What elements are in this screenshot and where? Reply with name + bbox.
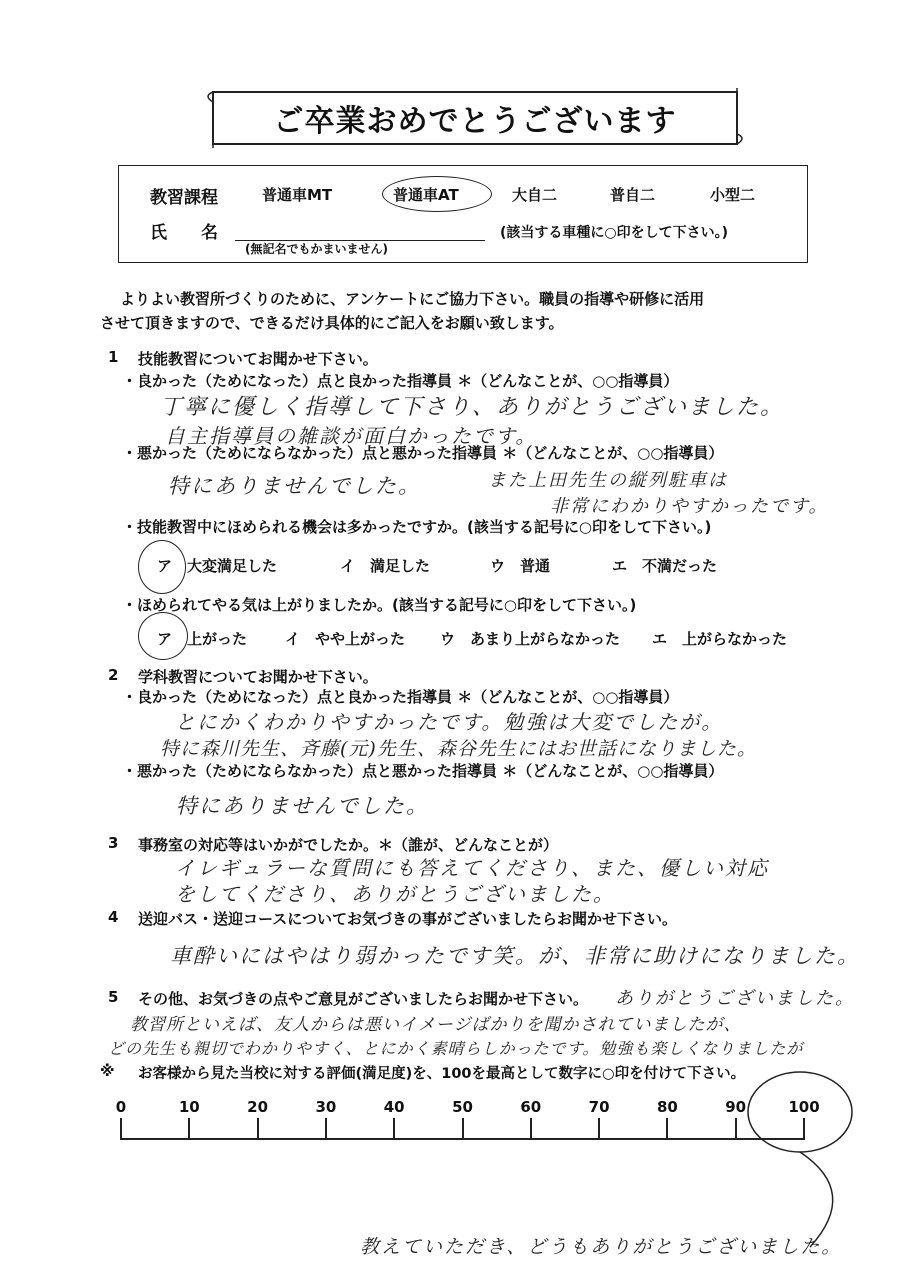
q4-title: 送迎バス・送迎コースについてお気づきの事がございましたらお聞かせ下さい。 <box>138 910 677 928</box>
q2-good-prompt: ・良かった（ためになった）点と良かった指導員 ＊（どんなことが、○○指導員） <box>122 688 679 706</box>
rating-option-20[interactable]: 20 <box>247 1098 269 1116</box>
q2-bad-prompt: ・悪かった（ためにならなかった）点と悪かった指導員 ＊（どんなことが、○○指導員） <box>122 762 724 780</box>
rating-tick-30 <box>325 1118 327 1140</box>
q5-title: その他、お気づきの点やご意見がございましたらお聞かせ下さい。 <box>138 990 589 1008</box>
q1-praise-option-u[interactable]: ウ 普通 <box>490 557 551 575</box>
q2-title: 学科教習についてお聞かせ下さい。 <box>138 668 378 686</box>
rating-tick-50 <box>462 1118 464 1140</box>
q1-motivation-option-a[interactable]: ア 上がった <box>157 630 248 648</box>
q1-bad-answer-3: 非常にわかりやすかったです。 <box>550 496 829 517</box>
q2-good-answer-1: とにかくわかりやすかったです。勉強は大変でしたが。 <box>175 710 724 734</box>
q1-motivation-prompt: ・ほめられてやる気は上がりましたか。(該当する記号に○印をして下さい。) <box>122 596 637 614</box>
rating-option-10[interactable]: 10 <box>178 1098 200 1116</box>
q5-answer-1: ありがとうございました。 <box>615 988 855 1009</box>
course-option-mt[interactable]: 普通車MT <box>262 186 333 204</box>
rating-tick-70 <box>598 1118 600 1140</box>
q1-motivation-option-i[interactable]: イ やや上がった <box>285 630 406 648</box>
closing-message: 教えていただき、どうもありがとうございました。 <box>360 1236 843 1258</box>
course-option-daiji[interactable]: 大自二 <box>512 186 558 204</box>
anonymous-note: (無記名でもかまいません) <box>245 242 388 256</box>
q1-motivation-option-u[interactable]: ウ あまり上がらなかった <box>440 630 621 648</box>
q1-praise-option-i[interactable]: イ 満足した <box>340 557 431 575</box>
q5-answer-2: 教習所といえば、友人からは悪いイメージばかりを聞かされていましたが、 <box>130 1015 742 1035</box>
circle-note: (該当する車種に○印をして下さい。) <box>500 225 729 241</box>
rating-tick-60 <box>530 1118 532 1140</box>
page-title: ご卒業おめでとうございます <box>273 104 677 139</box>
rating-option-60[interactable]: 60 <box>520 1098 542 1116</box>
q1-good-prompt: ・良かった（ためになった）点と良かった指導員 ＊（どんなことが、○○指導員） <box>122 372 679 390</box>
q4-answer-1: 車酔いにはやはり弱かったです笑。が、非常に助けになりました。 <box>170 944 860 968</box>
praise-circle-mark <box>138 540 186 594</box>
q3-answer-1: イレギュラーな質問にも答えてくださり、また、優しい対応 <box>175 856 769 880</box>
rating-option-30[interactable]: 30 <box>315 1098 337 1116</box>
q2-number: 2 <box>108 666 119 684</box>
rating-option-50[interactable]: 50 <box>452 1098 473 1116</box>
q1-praise-option-a[interactable]: ア 大変満足した <box>157 557 278 575</box>
q1-good-answer-1: 丁寧に優しく指導して下さり、ありがとうございました。 <box>160 395 785 420</box>
q2-good-answer-2: 特に森川先生、斉藤(元)先生、森谷先生にはお世話になりました。 <box>160 738 757 760</box>
q3-title: 事務室の対応等はいかがでしたか。＊（誰が、どんなことが） <box>138 836 559 854</box>
q1-motivation-option-e[interactable]: エ 上がらなかった <box>652 630 788 648</box>
rating-prompt: お客様から見た当校に対する評価(満足度)を、100を最高として数字に○印を付けて下さい。 <box>138 1066 746 1082</box>
rating-option-100[interactable]: 100 <box>788 1098 820 1116</box>
name-label: 氏 名 <box>150 223 218 243</box>
q1-number: 1 <box>108 348 119 366</box>
q4-number: 4 <box>108 908 119 926</box>
rating-tick-80 <box>666 1118 668 1140</box>
rating-option-0[interactable]: 0 <box>115 1098 127 1116</box>
q1-good-answer-2: 自主指導員の雑談が面白かったです。 <box>165 424 538 448</box>
q3-answer-2: をしてくださり、ありがとうございました。 <box>175 882 615 906</box>
rating-tick-10 <box>188 1118 190 1140</box>
course-option-at[interactable]: 普通車AT <box>393 186 459 204</box>
rating-option-90[interactable]: 90 <box>725 1098 747 1116</box>
q5-number: 5 <box>108 988 119 1006</box>
q2-bad-answer-1: 特にありませんでした。 <box>176 794 429 818</box>
intro-line-2: させて頂きますので、できるだけ具体的にご記入をお願い致します。 <box>100 314 564 332</box>
rating-tick-90 <box>735 1118 737 1140</box>
q5-answer-3: どの先生も親切でわかりやすく、とにかく素晴らしかったです。勉強も楽しくなりましたが <box>108 1039 804 1058</box>
rating-option-40[interactable]: 40 <box>383 1098 405 1116</box>
rating-option-70[interactable]: 70 <box>588 1098 610 1116</box>
q1-bad-prompt: ・悪かった（ためにならなかった）点と悪かった指導員 ＊（どんなことが、○○指導員） <box>122 444 724 462</box>
rating-tick-40 <box>393 1118 395 1140</box>
q1-praise-option-e[interactable]: エ 不満だった <box>612 557 718 575</box>
course-option-kogata[interactable]: 小型二 <box>710 186 756 204</box>
motivation-circle-mark <box>138 612 188 660</box>
q1-bad-answer-1: 特にありませんでした。 <box>168 474 421 498</box>
selected-circle-mark <box>382 176 492 212</box>
q1-title: 技能教習についてお聞かせ下さい。 <box>138 350 378 368</box>
rating-tick-0 <box>120 1118 122 1140</box>
rating-mark: ※ <box>100 1062 115 1080</box>
course-option-fuji[interactable]: 普自二 <box>610 186 656 204</box>
intro-line-1: よりよい教習所づくりのために、アンケートにご協力下さい。職員の指導や研修に活用 <box>120 290 705 308</box>
q1-bad-answer-2: また上田先生の縦列駐車は <box>488 470 728 491</box>
rating-circle-mark <box>740 1062 870 1252</box>
q1-praise-prompt: ・技能教習中にほめられる機会は多かったですか。(該当する記号に○印をして下さい。) <box>122 518 712 536</box>
rating-option-80[interactable]: 80 <box>656 1098 678 1116</box>
q3-number: 3 <box>108 834 119 852</box>
course-label: 教習課程 <box>150 188 218 208</box>
rating-tick-20 <box>257 1118 259 1140</box>
